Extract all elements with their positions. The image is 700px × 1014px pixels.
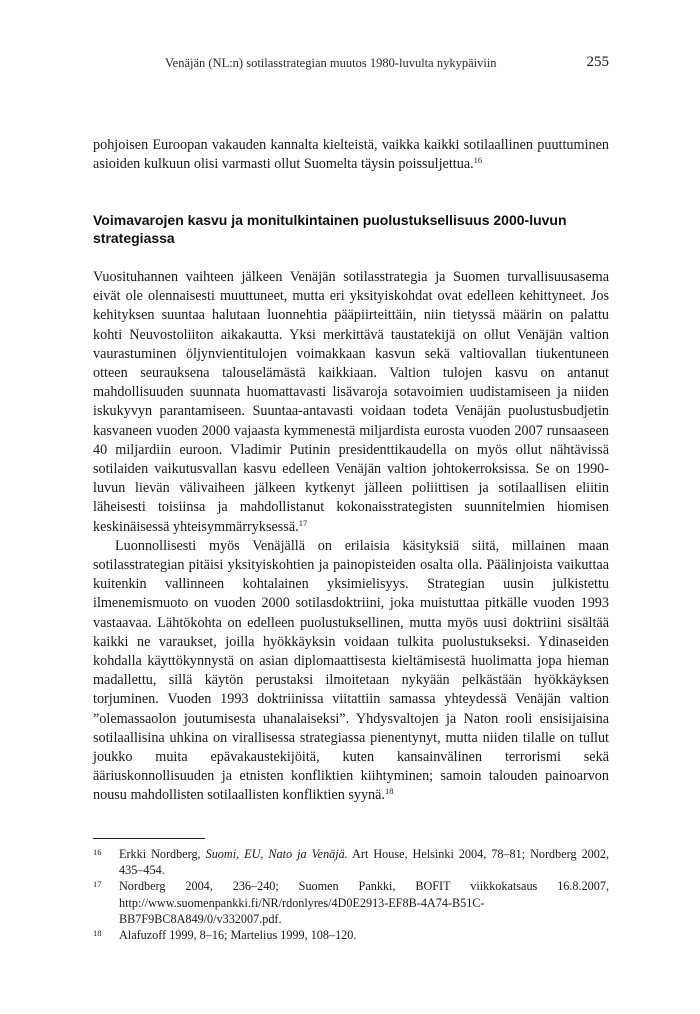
footnote-author: Erkki Nordberg, bbox=[119, 847, 206, 861]
section-body bbox=[93, 268, 609, 806]
footnote-ref: 18 bbox=[385, 786, 394, 797]
paragraph bbox=[93, 136, 609, 174]
footnote-text: Nordberg 2004, 236–240; Suomen Pankki, BOFIT viikkokatsaus 16.8.2007, http://www.suomenpankki.fi/NR/rdonlyres/4D0E2913-EF8B-4A74-B51C-BB7F9BC8A849/0/v332007.pdf. bbox=[119, 879, 609, 926]
section-heading: Voimavarojen kasvu ja monitulkintainen puolustuksellisuus 2000-luvun strategiassa bbox=[93, 212, 567, 246]
footnotes bbox=[93, 846, 609, 943]
footnote-text: Alafuzoff 1999, 8–16; Martelius 1999, 108–120. bbox=[119, 928, 357, 943]
running-head: Venäjän (NL:n) sotilasstrategian muutos 1980-luvulta nykypäiviin bbox=[165, 56, 497, 70]
footnote-ref: 16 bbox=[473, 155, 483, 166]
paragraph-text: Luonnollisesti myös Venäjällä on erilaisia käsityksiä siitä, millainen maan sotilasstrategian pitäisi yksityiskohtien ja painopisteiden osalta olla. Päälinjoista vaikuttaa kuitenkin vallinneen kohtalainen yksimielisyys. Strategian uusin julkistettu ilmenemismuoto on vuoden 2000 sotilasdoktriini, joka muistuttaa pitkälle vuoden 1993 vastaavaa. Lähtökohta on edelleen puolustuksellinen, mutta myös uusi doktriini sisältää kaikki ne varaukset, joilla hyökkäyksin voidaan tulkita puolustukseksi. Ydinaseiden kohdalla käyttökynnystä on asian diplomaattisesta kieltämisestä huolimatta jopa hieman madallettu, sillä käytön perustaksi ilmoitetaan nykyään pelkästään hyökkäyksen torjuminen. Vuoden 1993 doktriinissa viitattiin samassa yhteydessä Venäjän valtion ”olemassaolon joutumisesta uhanalaiseksi”. Yhdysvaltojen ja Naton rooli ensisijaisina sotilaallisina uhkina on virallisessa strategiassa pienentynyt, mutta niiden tilalle on tullut joukko muita epävakaustekijöitä, kuten kansainvälinen terrorismi sekä ääriuskonnollisuuden ja etnisten konfliktien kiihtyminen; samoin talouden painoarvon nousu mahdollisten sotilaallisten konfliktien syynä. bbox=[93, 537, 609, 804]
footnote-number: 18 bbox=[93, 928, 102, 939]
footnote-number: 17 bbox=[93, 879, 102, 890]
footnote bbox=[93, 927, 609, 943]
footnote-text bbox=[119, 846, 609, 878]
paragraph-text: Vuosituhannen vaihteen jälkeen Venäjän sotilasstrategia ja Suomen turvallisuusasema eivät ole olennaisesti muuttuneet, mutta eri yksityiskohdat ovat edelleen kehittyneet. Jos kehityksen suuntaa halutaan luonnehtia pääpiirteittäin, niin tietyssä määrin on palattu kohti Neuvostoliiton aikakautta. Yksi merkittävä taustatekijä on ollut Venäjän valtion vaurastuminen öljynvientitulojen voimakkaan kasvun sekä valtiovallan tiukentuneen otteen seurauksena talouselämästä kaikkiaan. Valtion tulojen kasvu on antanut mahdollisuuden suunnata huomattavasti lisävaroja sotavoimien uudistamiseen ja niiden iskukyvyn parantamiseen. Suuntaa-antavasti voidaan todeta Venäjän puolustusbudjetin kasvaneen vuoden 2000 vajaasta kymmenestä miljardista eurosta vuoden 2007 runsaaseen 40 miljardiin euroon. Vladimir Putinin presidenttikaudella on myös ollut nähtävissä sotilaiden vaikutusvallan kasvu edelleen Venäjän valtion johtokerroksissa. Se on 1990-luvun lievän välivaiheen jälkeen kytkenyt jälleen poliittisen ja sotilaallisen eliitin läheisesti toisiinsa ja mahdollistanut kokonaisstrategisten suunnitelmien hiomisen keskinäisessä yhteisymmärryksessä. bbox=[93, 269, 609, 535]
footnote bbox=[93, 878, 609, 927]
page-number: 255 bbox=[586, 54, 609, 70]
page-header bbox=[93, 54, 609, 74]
footnote-number: 16 bbox=[93, 847, 102, 857]
paragraph bbox=[93, 268, 609, 537]
continuation-paragraph bbox=[93, 136, 609, 174]
footnote-divider bbox=[93, 838, 205, 839]
paragraph-text: pohjoisen Euroopan vakauden kannalta kielteistä, vaikka kaikki sotilaallinen puuttuminen asioiden kulkuun olisi varmasti ollut Suomelta täysin poissuljettua. bbox=[93, 137, 609, 173]
footnote-ref: 17 bbox=[298, 517, 308, 528]
footnote-book-title: Suomi, EU, Nato ja Venäjä. bbox=[205, 847, 348, 861]
paragraph bbox=[93, 537, 609, 806]
footnote bbox=[93, 846, 609, 878]
footnote-citation: Art House, Helsinki 2004, 78–81; Nordberg 2002, 435–454. bbox=[119, 847, 609, 878]
